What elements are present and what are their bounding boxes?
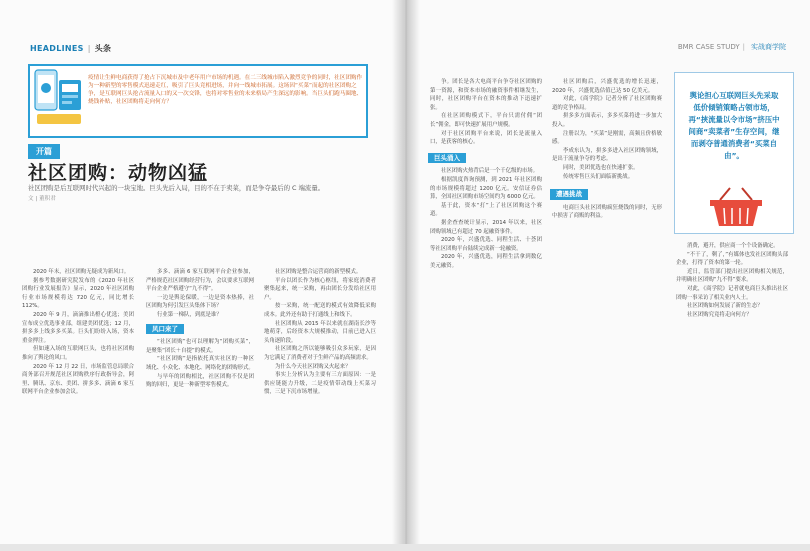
paragraph: 社区团购后，兴盛优选的增长迅速，2020 年，兴盛优选估值已达 50 亿美元。 bbox=[552, 79, 662, 94]
paragraph: 消费，避开，供应商一个个设备确定。 bbox=[687, 243, 779, 249]
paragraph: 社区团购之所以能够吸引众多玩家，是因为它满足了消费者对于生鲜产品的高频需求。 bbox=[264, 346, 376, 361]
opening-tag: 开篇 bbox=[28, 144, 60, 159]
paragraph: 拼多多方面表示，多多买菜将进一步加大投入。 bbox=[552, 113, 662, 128]
paragraph: 传统零售巨头们面临新挑战。 bbox=[563, 173, 634, 180]
phone-illustration-icon bbox=[33, 66, 85, 128]
paragraph: 社区团购从 2015 年以来就在湖南长沙等地萌芽，后经资本大规模推动，目前已进入巨头角逐阶段。 bbox=[264, 320, 376, 344]
paragraph: 与早年的团购相比，社区团购不仅是团购的回归，更是一种新型零售模式。 bbox=[146, 373, 254, 389]
section-cn: 头条 bbox=[94, 44, 112, 53]
paragraph: 基于此，资本“打”上了社区团购这个赛道。 bbox=[430, 202, 542, 218]
paragraph: 多多、滴滴 6 家互联网平台企业参加，严格规范社区团购经营行为，会议要求互联网平台企业严格遵守“九不得”。 bbox=[146, 269, 254, 293]
paragraph: 社区团购如何发展了新的生态？ bbox=[687, 303, 763, 310]
paragraph: 行业第一梯队，到底是谁？ bbox=[157, 311, 222, 318]
paragraph: 对此，《商学院》记者就电商巨头推出社区团购一事采访了相关业内人士。 bbox=[676, 285, 788, 301]
body-column-2 bbox=[146, 268, 254, 390]
paragraph: 注册以为，“买菜”是刚需，高频且价格敏感。 bbox=[552, 130, 662, 146]
body-column-1 bbox=[430, 78, 542, 270]
paragraph: 社区团购究竟将走向何方？ bbox=[687, 311, 752, 318]
article-title: 社区团购：动物凶猛 bbox=[28, 162, 209, 184]
left-page bbox=[0, 0, 404, 551]
author-line: 文 | 董积君 bbox=[28, 196, 56, 202]
section-header: HEADLINES | 头条 bbox=[30, 44, 112, 53]
paragraph: 2020 年，兴盛优选，同程生活拿到数亿美元融资。 bbox=[430, 254, 542, 269]
paragraph: 同时，美团优选也在快速扩张。 bbox=[563, 164, 639, 171]
section-en: HEADLINES bbox=[30, 44, 84, 53]
paragraph: 李成东认为，拼多多进入社区团购领域，是出于流量争夺的考虑。 bbox=[552, 147, 662, 163]
paragraph: 电商巨头社区团购疯狂烧钱的同时，无形中损害了商贩的利益。 bbox=[552, 204, 662, 220]
paragraph: 事实上分析认为主要有三方面原因：一是供应链能力升级，二是疫情带动线上买菜习惯，三是下沉市场增量。 bbox=[264, 372, 376, 396]
section-cn: 实战商学院 bbox=[751, 43, 786, 51]
section-heading-wind: 风口来了 bbox=[146, 324, 184, 335]
paragraph: 为什么今天社区团购又火起来？ bbox=[275, 363, 351, 370]
paragraph: “不干了，剩了，”有媒体也发社区团购头部企业，打得了资本的第一轮。 bbox=[676, 251, 788, 267]
paragraph: “社区团购”也可以理解为“团购买菜”，是聚集“团长＋自提”的模式。 bbox=[146, 339, 254, 354]
paragraph: 社区团购是整合运营商的新型模式。 bbox=[275, 269, 362, 275]
section-heading-giants: 巨头涌入 bbox=[428, 153, 466, 164]
article-subtitle: 社区团购是后互联网时代兴起的一块宝地。巨头先后入局，目的不在于卖菜，而是争夺最后的 C 端流量。 bbox=[28, 184, 325, 192]
body-column-3 bbox=[264, 268, 376, 397]
body-column-3 bbox=[676, 242, 788, 319]
paragraph: “社区团购”是指依托真实社区的一种区域化、小众化、本地化、网络化的团购形式。 bbox=[146, 356, 254, 371]
paragraph: 据企查查统计显示，2014 年以来，社区团购领域已有超过 70 起融资事件。 bbox=[430, 219, 542, 235]
paragraph: 平台以团长作为核心枢纽，将家庭消费者聚集起来，统一采购，再由团长分发给社区用户。 bbox=[264, 277, 376, 301]
paragraph: 2020 年 12 月 22 日，市场监管总局联合商务部召开规范社区团购秩序行政指导会，阿里、腾讯、京东、美团、拼多多、滴滴 6 家互联网平台企业参加会议。 bbox=[22, 363, 134, 396]
paragraph: 2020 年 9 月，滴滴推出橙心优选；美团宣布成立优选事业部，组建美团优选；12 月，拼多多上线多多买菜。巨头们纷纷入场，资本重金押注。 bbox=[22, 311, 134, 344]
shopping-basket-icon bbox=[706, 186, 766, 228]
section-en: BMR CASE STUDY bbox=[677, 43, 740, 51]
paragraph: 2020 年，兴盛优选、同程生活、十荟团等社区团购平台陆续完成新一轮融资。 bbox=[430, 237, 542, 252]
paragraph: 争。团长是各大电商平台争夺社区团购的第一资源，和资本市场的融资事件相继发生，同时，社区团购平台在资本的推动下迅速扩张。 bbox=[430, 79, 542, 111]
paragraph: 根据凯度咨询预测，到 2021 年社区团购的市场规模将超过 1200 亿元。安信证券估算，全国社区团购市场空间约为 6000 亿元。 bbox=[430, 176, 542, 201]
paragraph: 据参考数据研究院发布的《2020 年社区团购行业发展报告》显示，2020 年社区团购行业市场规模将达 720 亿元，同比增长 112%。 bbox=[22, 277, 134, 310]
section-header-right: BMR CASE STUDY | 实战商学院 bbox=[677, 43, 786, 51]
paragraph: 但如速入场的互联网巨头，也将社区团购推向了舆论的风口。 bbox=[22, 346, 134, 361]
intro-text: 疫情让生鲜电商获得了抢占下沉城市及中老年用户市场的机遇。在二三线城市陷入激烈竞争的同时，社区团购作为一种新型的零售模式迅速走红，吸引了巨头竞相进场，并向一线城市拓展。这场因“买菜”而起的社区团购之争，是互联网巨头抢占流量入口的又一次交锋，也将对零售业的未来格局产生深远的影响。当巨头们跑马圈地、烧钱补贴，社区团购将走向何方？ bbox=[88, 75, 363, 105]
book-gutter-shadow bbox=[392, 0, 420, 551]
paragraph: 按一采购，统一配送的模式有效降低采购成本。此外还有助于打通线上和线下。 bbox=[264, 303, 376, 318]
page-footer-bar bbox=[0, 544, 810, 551]
right-page bbox=[406, 0, 810, 551]
paragraph: 社区团购火热背后是一个千亿级的市场。 bbox=[441, 168, 539, 175]
paragraph: 近日，监管部门提出社区团购相关规范，并明确社区团购“九不得”要求。 bbox=[676, 268, 788, 284]
body-column-2 bbox=[552, 78, 662, 221]
paragraph: 2020 年末，社区团购无疑成为新风口。 bbox=[33, 269, 130, 275]
paragraph: 在社区团购模式下，平台只需付佣“团长”佣金，即可快速扩展用户规模。 bbox=[430, 113, 542, 128]
paragraph: 对此，《商学院》记者分析了社区团购赛道的竞争格局。 bbox=[552, 96, 662, 111]
paragraph: 一边是舆论保暖，一边是资本热捧，社区团购为何引发巨头集体下场？ bbox=[146, 294, 254, 310]
pull-quote: 舆论担心互联网巨头先采取低价倾销策略占领市场，再“挟流量以令市场”挤压中间商“卖菜者”生存空间，继而剥夺普通消费者“买菜自由”。 bbox=[688, 91, 780, 160]
body-column-1 bbox=[22, 268, 134, 397]
section-heading-challenge: 遭遇挑战 bbox=[550, 189, 588, 200]
paragraph: 对于社区团购平台来说，团长是流量入口，是获客的核心。 bbox=[430, 130, 542, 146]
